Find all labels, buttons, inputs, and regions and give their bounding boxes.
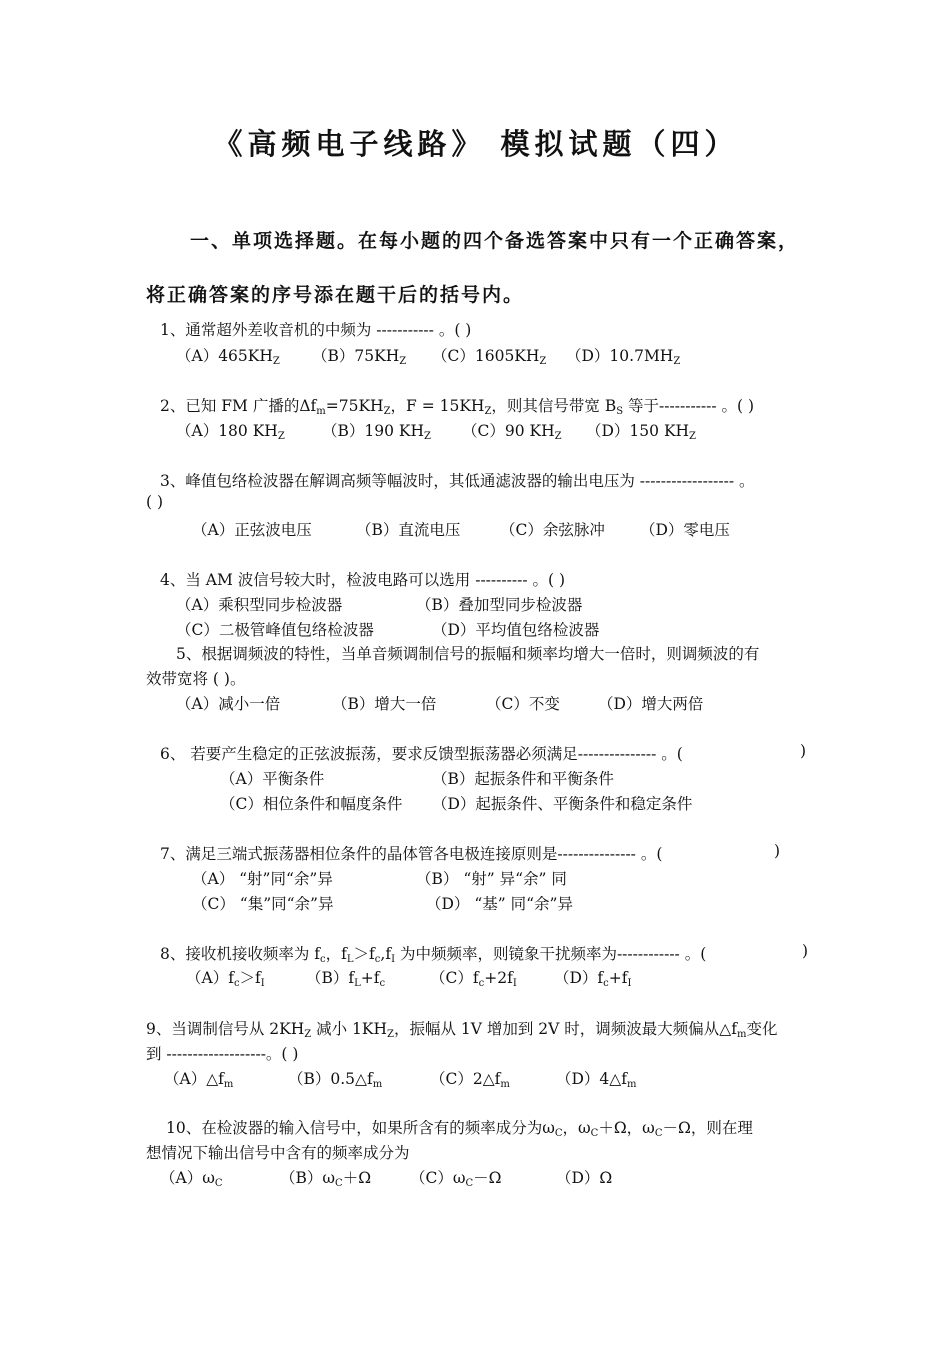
question-2-option-d: （D）150 $KH_Z$ bbox=[586, 422, 696, 442]
question-3-option-b: （B）直流电压 bbox=[356, 521, 461, 539]
question-8-option-b: $(B)f_L+f_c$ bbox=[306, 969, 386, 989]
question-1-option-a: $(A)465KH_Z$ bbox=[176, 347, 280, 367]
question-4-option-c: （C）二极管峰值包络检波器 bbox=[176, 621, 374, 639]
question-5-option-b: （B）增大一倍 bbox=[332, 695, 437, 713]
question-8-option-a: $(A)f_c>f_I$ bbox=[186, 969, 265, 989]
question-3-option-d: （D）零电压 bbox=[640, 521, 730, 539]
question-7-stem: 7、满足三端式振荡器相位条件的晶体管各电极连接原则是--------------- 。( bbox=[160, 845, 663, 863]
question-6-option-c: （C）相位条件和幅度条件 bbox=[220, 795, 403, 813]
question-3-option-c: （C）余弦脉冲 bbox=[500, 521, 605, 539]
question-3-option-a: （A）正弦波电压 bbox=[192, 521, 312, 539]
question-9-option-a: $(A)\triangle f_m$ bbox=[164, 1070, 234, 1090]
question-5-option-a: （A）减小一倍 bbox=[176, 695, 281, 713]
question-5-stem-cont: 效带宽将 ( )。 bbox=[146, 670, 246, 688]
question-10-option-a: $(A)\omega_C$ bbox=[160, 1169, 223, 1189]
question-6-close-paren: ) bbox=[800, 742, 807, 760]
question-6-option-d: （D）起振条件、平衡条件和稳定条件 bbox=[432, 795, 693, 813]
question-3-stem-cont: ( ) bbox=[146, 493, 164, 511]
question-4-option-a: （A）乘积型同步检波器 bbox=[176, 596, 343, 614]
question-9-option-d: $(D)4\triangle f_m$ bbox=[556, 1070, 637, 1090]
question-2-stem: 2、已知 FM 广播的$\Delta f_m=75KH_Z$，$F = 15KH_Z$，则其信号带宽 $B_S$ 等于----------- 。( ) bbox=[160, 397, 755, 417]
question-6-option-b: （B）起振条件和平衡条件 bbox=[432, 770, 614, 788]
question-5-option-d: （D）增大两倍 bbox=[598, 695, 704, 713]
question-8-option-c: $(C)f_c+2f_I$ bbox=[430, 969, 517, 989]
question-6-stem: 6、 若要产生稳定的正弦波振荡，要求反馈型振荡器必须满足--------------- 。( bbox=[160, 745, 683, 763]
section-instruction-line2: 将正确答案的序号添在题干后的括号内。 bbox=[146, 284, 525, 306]
question-1-option-b: $(B)75KH_Z$ bbox=[312, 347, 407, 367]
question-8-stem: 8、接收机接收频率为 $f_c$，$f_L>f_c,f_I$ 为中频频率，则镜象干扰频率为------------ 。( bbox=[160, 945, 707, 965]
question-4-option-b: （B）叠加型同步检波器 bbox=[416, 596, 583, 614]
question-10-option-b: $(B)\omega_C+\Omega$ bbox=[280, 1169, 372, 1189]
page-title: 《高频电子线路》 模拟试题（四） bbox=[213, 127, 739, 161]
question-7-option-a: （A） “射”同“余”异 bbox=[192, 870, 333, 888]
section-instruction-line1: 一、单项选择题。在每小题的四个备选答案中只有一个正确答案， bbox=[190, 230, 800, 252]
question-7-option-c: （C） “集”同“余”异 bbox=[192, 895, 334, 913]
question-5-option-c: （C）不变 bbox=[486, 695, 560, 713]
question-8-option-d: $(D)f_c+f_I$ bbox=[554, 969, 632, 989]
question-6-option-a: （A）平衡条件 bbox=[220, 770, 325, 788]
question-1-option-d: $(D)10.7MH_Z$ bbox=[566, 347, 681, 367]
question-9-option-c: $(C)2\triangle f_m$ bbox=[430, 1070, 510, 1090]
question-7-close-paren: ) bbox=[774, 842, 781, 860]
question-10-stem-cont: 想情况下输出信号中含有的频率成分为 bbox=[146, 1144, 410, 1162]
question-2-option-c: （C）90 $KH_Z$ bbox=[462, 422, 562, 442]
question-8-close-paren: ) bbox=[802, 942, 809, 960]
question-7-option-b: （B） “射” 异“余” 同 bbox=[416, 870, 567, 888]
question-1-stem: 1、通常超外差收音机的中频为 ----------- 。( ) bbox=[160, 321, 472, 339]
question-1-option-c: $(C)1605KH_Z$ bbox=[432, 347, 547, 367]
question-10-option-c: $(C)\omega_C-\Omega$ bbox=[410, 1169, 502, 1189]
question-3-stem: 3、峰值包络检波器在解调高频等幅波时，其低通滤波器的输出电压为 ------------------ 。 bbox=[160, 472, 755, 490]
question-9-stem-cont: 到 -------------------。( ) bbox=[146, 1045, 299, 1063]
question-9-option-b: $(B)0.5\triangle f_m$ bbox=[288, 1070, 383, 1090]
question-10-option-d: （D）Ω bbox=[556, 1169, 613, 1187]
question-2-option-b: （B）190 $KH_Z$ bbox=[322, 422, 431, 442]
question-2-option-a: （A）180 $KH_Z$ bbox=[176, 422, 285, 442]
question-7-option-d: （D） “基” 同“余”异 bbox=[426, 895, 573, 913]
question-9-stem: 9、当调制信号从 $2KH_Z$ 减小 $1KH_Z$，振幅从 1V 增加到 2V 时，调频波最大频偏从$\triangle f_m$变化 bbox=[146, 1020, 778, 1040]
question-4-option-d: （D）平均值包络检波器 bbox=[432, 621, 600, 639]
question-5-stem: 5、根据调频波的特性，当单音频调制信号的振幅和频率均增大一倍时，则调频波的有 bbox=[176, 645, 760, 663]
question-4-stem: 4、当 AM 波信号较大时，检波电路可以选用 ---------- 。( ) bbox=[160, 571, 566, 589]
question-10-stem: 10、在检波器的输入信号中，如果所含有的频率成分为$\omega_C$，$\omega_C+\Omega$，$\omega_C-\Omega$，则在理 bbox=[166, 1119, 753, 1139]
